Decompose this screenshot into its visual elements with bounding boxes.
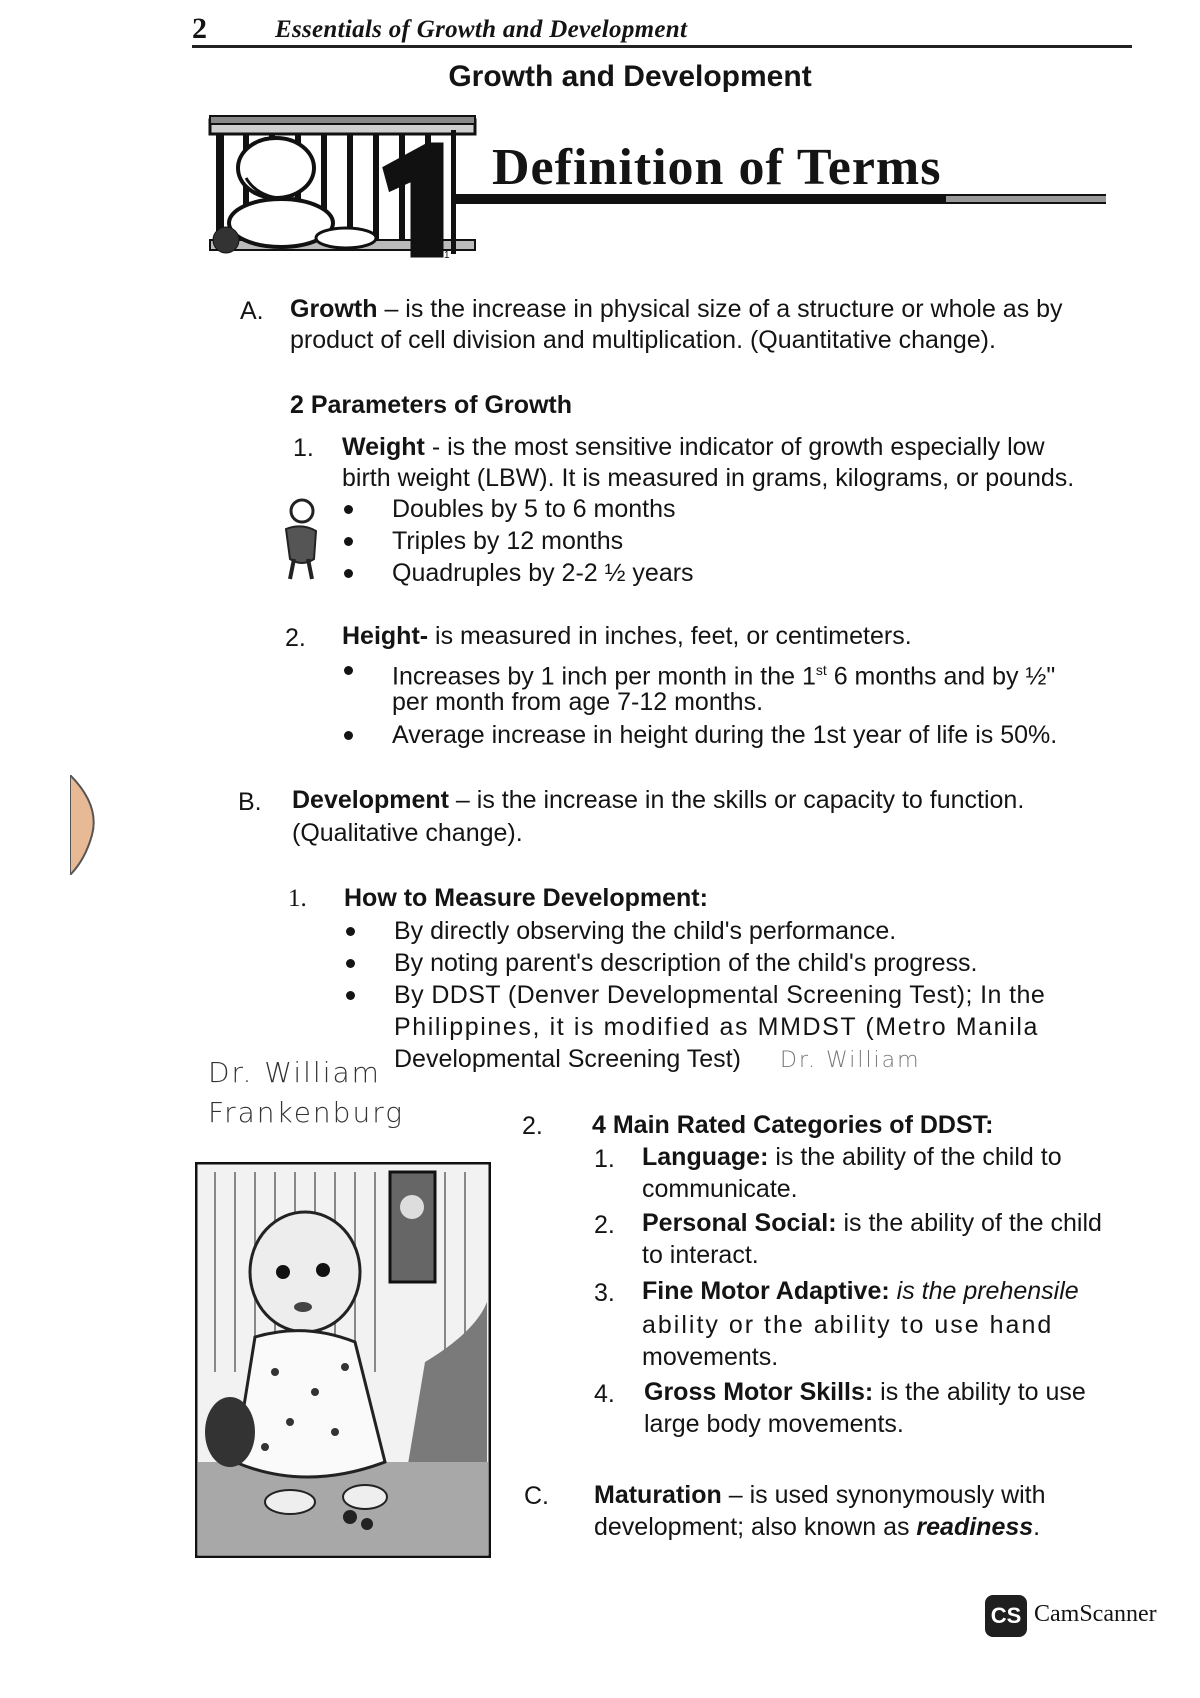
- height-definition: [342, 621, 912, 652]
- height-bullet-2: Average increase in height during the 1st year of life is 50%.: [392, 721, 1058, 749]
- measure-bullet-3-cont: Philippines, it is modified as MMDST (Metro Manila: [394, 1013, 1040, 1041]
- development-definition: [292, 785, 1024, 816]
- measure-bullet-3-cont2: Developmental Screening Test): [394, 1045, 741, 1073]
- growth-definition: [290, 294, 1063, 325]
- bullet-dot: [344, 569, 353, 578]
- measure-number: 1.: [288, 885, 307, 912]
- height-number: 2.: [285, 624, 306, 652]
- category-fine-motor-cont: ability or the ability to use hand: [642, 1311, 1054, 1339]
- height-term: Height-: [342, 622, 429, 650]
- measure-heading: How to Measure Development:: [344, 884, 708, 912]
- bullet-dot: [344, 537, 353, 546]
- readiness-emphasis: readiness: [916, 1513, 1034, 1541]
- banner-divider: [451, 130, 456, 254]
- weight-line1: - is the most sensitive indicator of growth especially low: [424, 433, 1045, 461]
- section-heading: Growth and Development: [448, 60, 812, 93]
- bullet-dot: [344, 505, 353, 514]
- development-term: Development: [292, 786, 449, 814]
- item-letter-b: B.: [238, 788, 262, 816]
- weight-line2: birth weight (LBW). It is measured in grams, kilograms, or pounds.: [342, 464, 1075, 492]
- height-bullet-1-cont: per month from age 7-12 months.: [392, 688, 764, 716]
- item-letter-c: C.: [524, 1482, 549, 1510]
- maturation-line2: development; also known as readiness.: [594, 1513, 1041, 1541]
- measure-bullet-1: By directly observing the child's performance.: [394, 917, 897, 945]
- weight-number: 1.: [293, 434, 314, 462]
- weight-term: Weight: [342, 433, 425, 461]
- growth-def-line1: – is the increase in physical size of a structure or whole as by: [377, 295, 1063, 323]
- category-number-3: 3.: [594, 1279, 615, 1307]
- category-gross-motor: Gross Motor Skills: is the ability to use: [644, 1378, 1086, 1406]
- handwritten-inline-note: Dr. William: [780, 1048, 921, 1073]
- camscanner-logo-icon: CS: [985, 1595, 1027, 1637]
- maturation-definition: Maturation – is used synonymously with: [594, 1481, 1046, 1509]
- weight-bullet-1: Doubles by 5 to 6 months: [392, 495, 676, 523]
- development-line2: (Qualitative change).: [292, 819, 523, 847]
- camscanner-label: CamScanner: [1034, 1601, 1157, 1627]
- chapter-number: 1: [444, 250, 450, 261]
- maturation-term: Maturation: [594, 1481, 722, 1509]
- category-number-2: 2.: [594, 1211, 615, 1239]
- category-language-cont: communicate.: [642, 1175, 798, 1203]
- chapter-title: Definition of Terms: [492, 139, 942, 196]
- page-number: 2: [192, 12, 207, 45]
- category-gross-motor-cont: large body movements.: [644, 1410, 904, 1438]
- category-personal-social-cont: to interact.: [642, 1241, 759, 1269]
- bullet-dot: [346, 959, 355, 968]
- running-title: Essentials of Growth and Development: [275, 16, 688, 43]
- growth-def-line2: product of cell division and multiplication. (Quantitative change).: [290, 326, 996, 354]
- bullet-dot: [346, 927, 355, 936]
- categories-heading: 4 Main Rated Categories of DDST:: [592, 1111, 994, 1139]
- height-bullet-1: Increases by 1 inch per month in the 1st 6 months and by ½": [392, 662, 1056, 691]
- bullet-dot: [344, 731, 353, 740]
- bullet-dot: [346, 991, 355, 1000]
- category-number-1: 1.: [594, 1145, 615, 1173]
- header-rule: [192, 45, 1132, 48]
- weight-bullet-3: Quadruples by 2-2 ½ years: [392, 559, 694, 587]
- parameters-heading: 2 Parameters of Growth: [290, 391, 573, 419]
- categories-number: 2.: [522, 1112, 543, 1140]
- category-fine-motor-cont2: movements.: [642, 1343, 779, 1371]
- category-language: Language: is the ability of the child to: [642, 1143, 1062, 1171]
- development-line1: – is the increase in the skills or capacity to function.: [448, 786, 1025, 814]
- weight-bullet-2: Triples by 12 months: [392, 527, 624, 555]
- measure-bullet-3: By DDST (Denver Developmental Screening Test); In the: [394, 981, 1046, 1009]
- finger-shadow: [70, 775, 100, 875]
- measure-bullet-2: By noting parent's description of the child's progress.: [394, 949, 978, 977]
- baby-illustration: [195, 1162, 491, 1558]
- growth-term: Growth: [290, 295, 378, 323]
- category-number-4: 4.: [594, 1380, 615, 1408]
- bullet-dot: [344, 666, 353, 675]
- category-fine-motor: Fine Motor Adaptive: is the prehensile: [642, 1277, 1079, 1305]
- item-letter-a: A.: [240, 297, 264, 325]
- baby-doodle-icon: [276, 495, 326, 585]
- height-line1: is measured in inches, feet, or centimeters.: [428, 622, 912, 650]
- category-personal-social: Personal Social: is the ability of the child: [642, 1209, 1102, 1237]
- weight-definition: [342, 432, 1045, 463]
- handwritten-name-line1: Dr. William: [208, 1056, 381, 1089]
- handwritten-name-line2: Frankenburg: [208, 1096, 405, 1129]
